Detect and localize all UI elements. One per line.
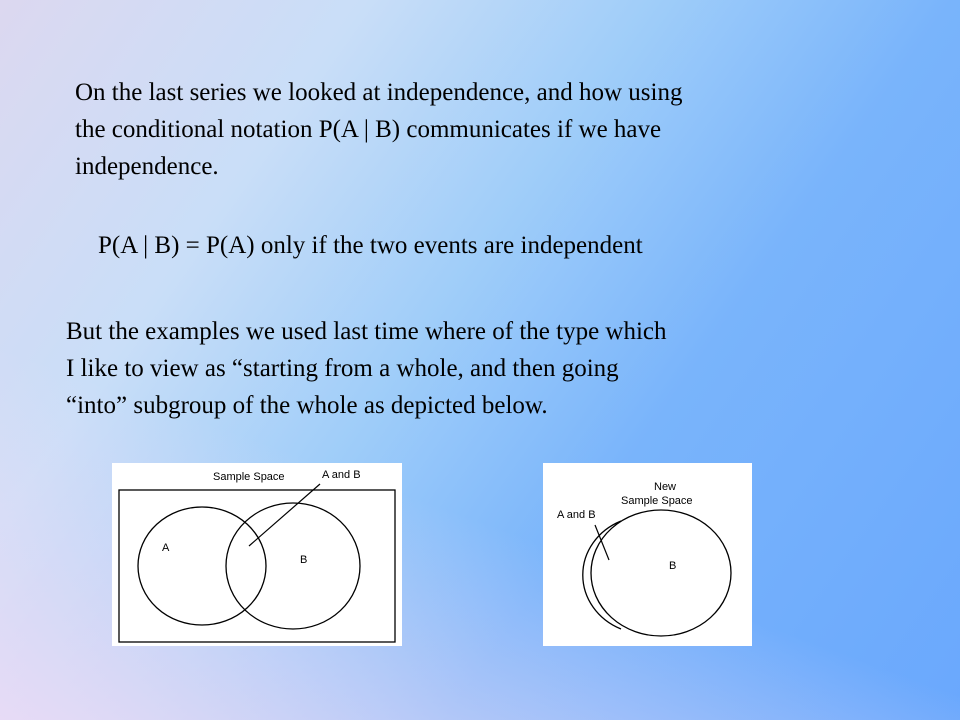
examples-line-3: “into” subgroup of the whole as depicted below. <box>66 392 548 419</box>
venn-diagram-new-sample-space <box>543 463 752 646</box>
a-and-b-label: A and B <box>322 469 361 481</box>
intro-line-2: the conditional notation P(A | B) communicates if we have <box>75 116 662 143</box>
a-label: A <box>162 542 170 554</box>
examples-line-2: I like to view as “starting from a whole, and then going <box>66 355 619 382</box>
a-and-b-label: A and B <box>557 509 596 521</box>
new-label: New <box>654 481 677 493</box>
examples-line-1: But the examples we used last time where of the type which <box>66 318 667 345</box>
circle-b <box>226 503 360 629</box>
sample-space-label: Sample Space <box>213 471 285 483</box>
circle-a <box>138 507 266 625</box>
b-label: B <box>669 560 677 572</box>
venn-diagram-sample-space <box>112 463 402 646</box>
intro-line-3: independence. <box>75 153 219 180</box>
independence-formula <box>98 227 858 264</box>
venn-diagram-1-svg <box>112 463 402 646</box>
formula-line: P(A | B) = P(A) only if the two events are independent <box>98 232 643 259</box>
a-and-b-pointer <box>249 484 320 546</box>
circle-b-new-sample-space <box>591 510 731 636</box>
intro-line-1: On the last series we looked at independence, and how using <box>75 79 683 106</box>
examples-paragraph <box>66 313 886 424</box>
venn-diagram-2-svg <box>543 463 752 646</box>
sample-space-label: Sample Space <box>621 495 693 507</box>
b-label: B <box>300 554 308 566</box>
intro-paragraph <box>75 74 875 185</box>
a-and-b-pointer <box>595 525 609 560</box>
circle-a-partial-arc <box>583 521 621 629</box>
